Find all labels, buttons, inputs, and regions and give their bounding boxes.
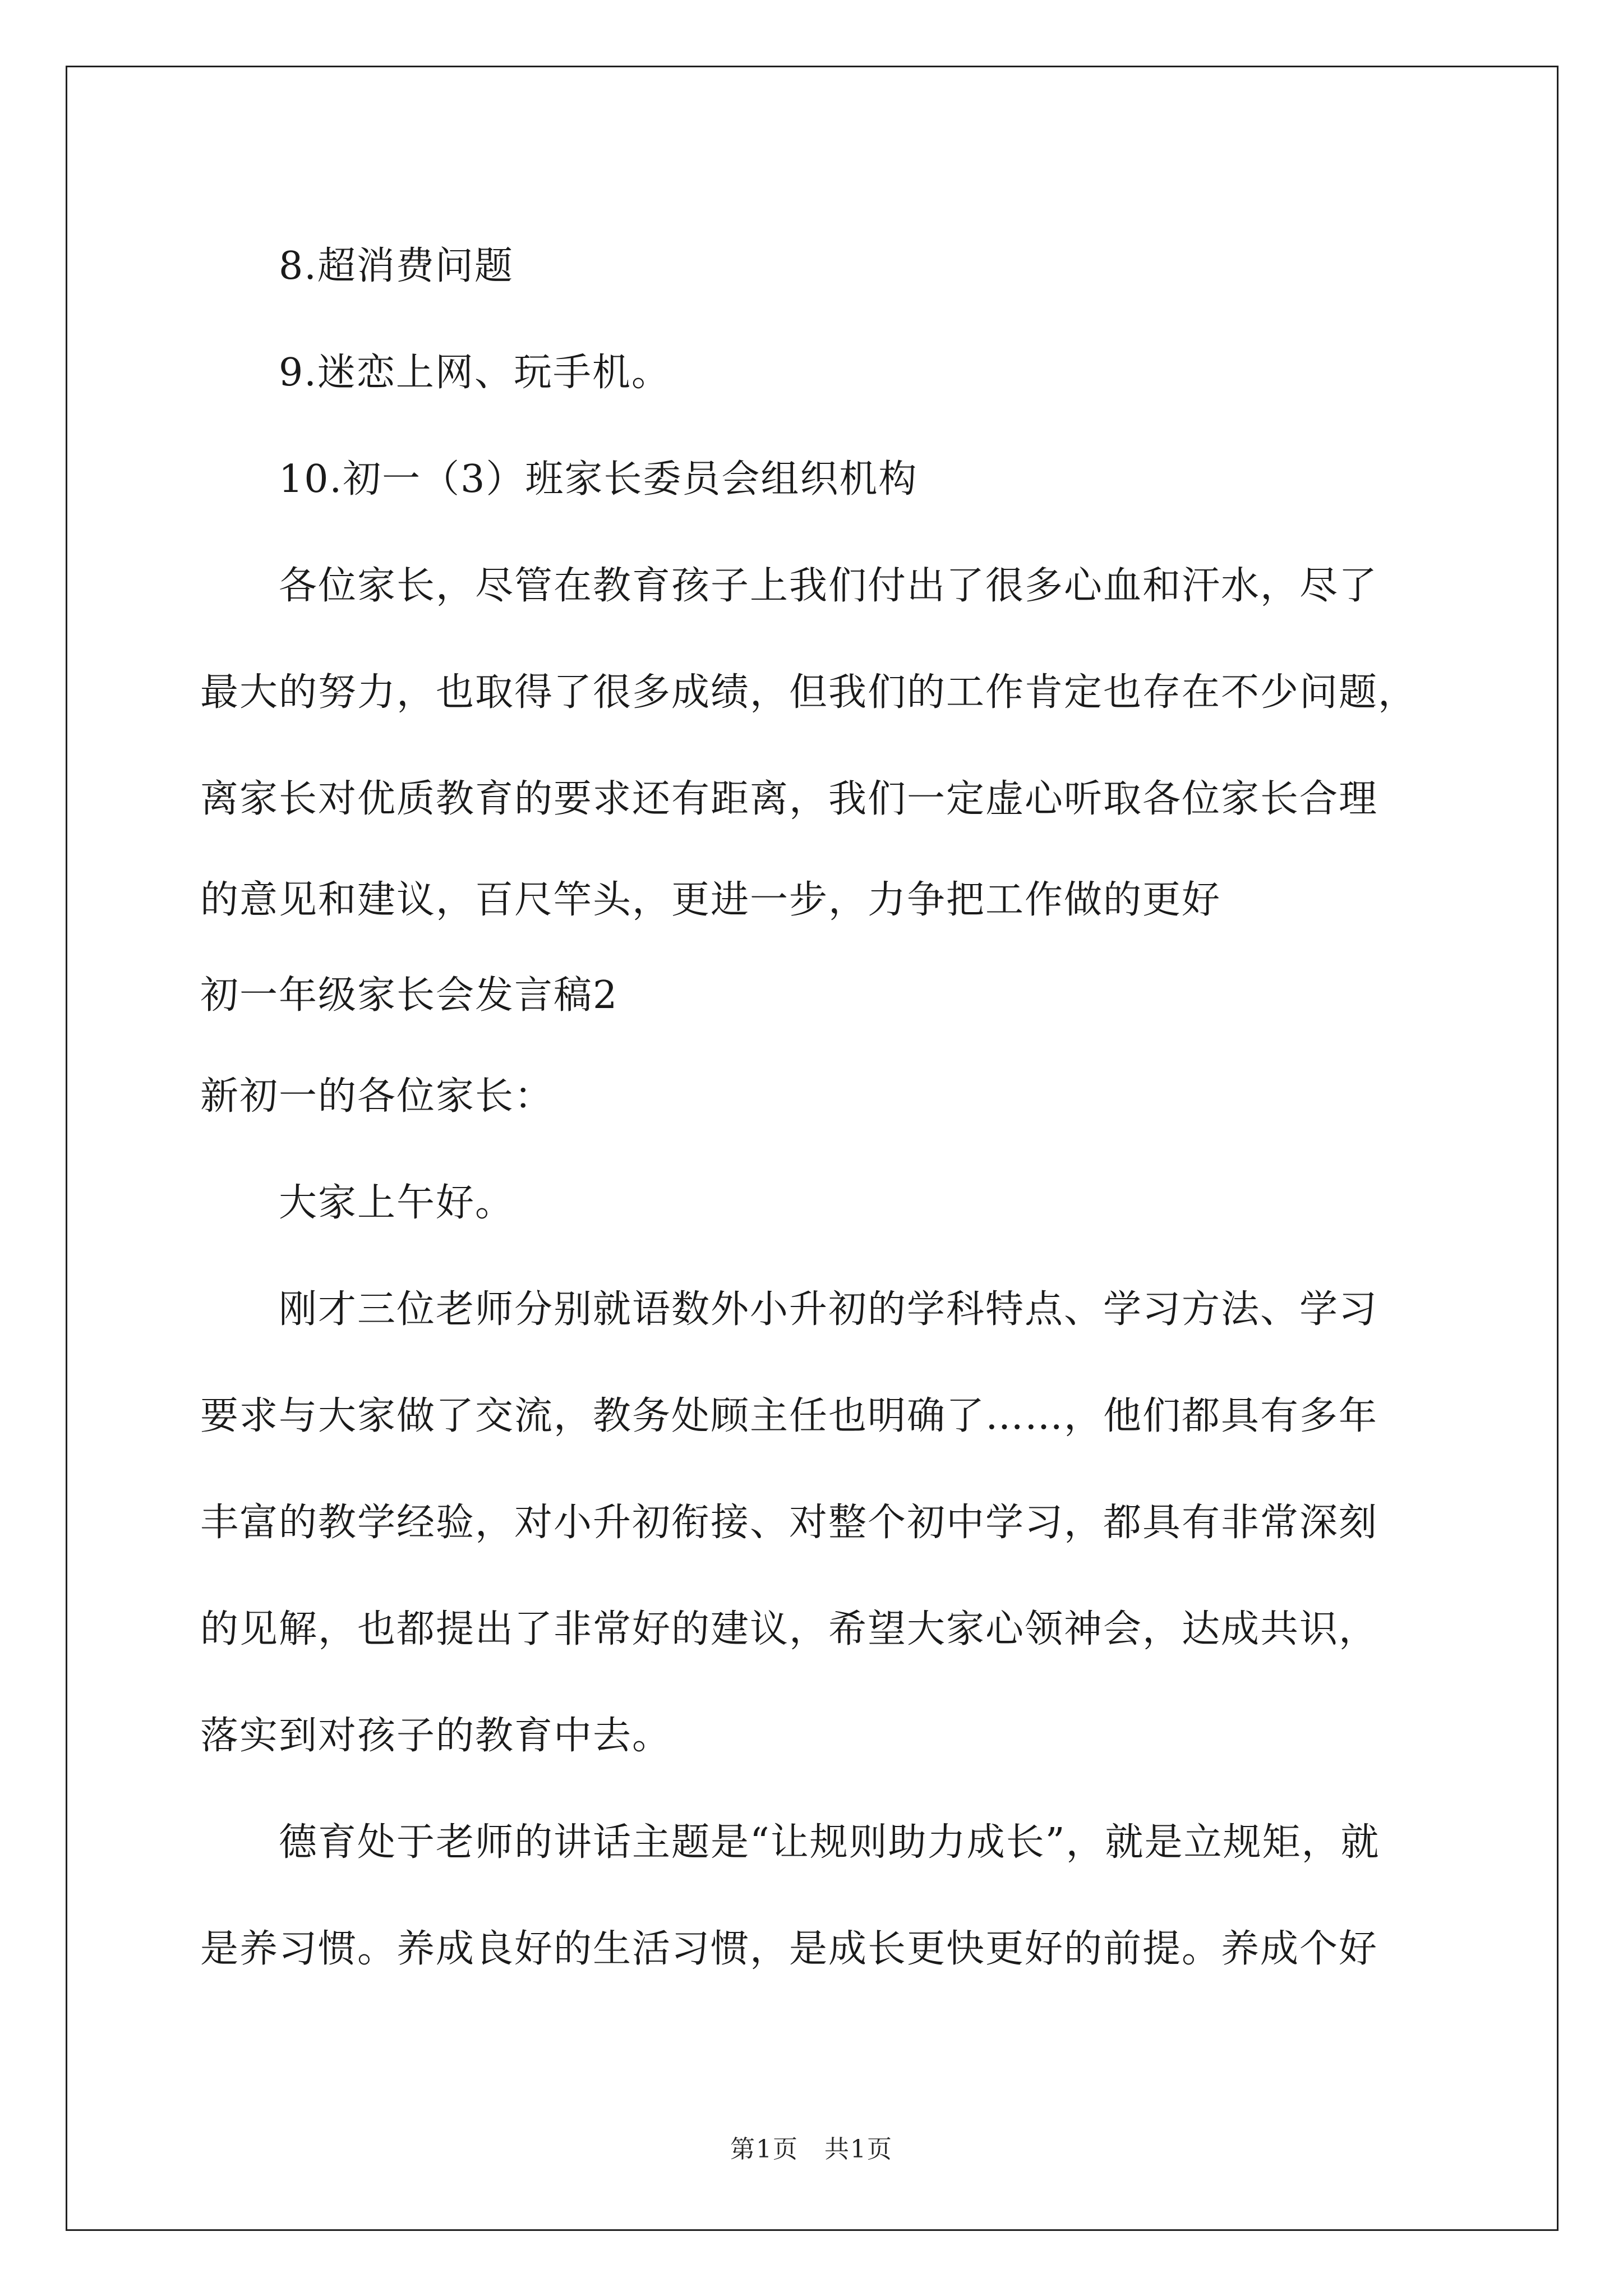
paragraph-line: 离家长对优质教育的要求还有距离，我们一定虚心听取各位家长合理 <box>200 777 1378 821</box>
document-body <box>200 213 1468 2003</box>
paragraph-line: 丰富的教学经验，对小升初衔接、对整个初中学习，都具有非常深刻 <box>200 1501 1378 1545</box>
paragraph-line: 最大的努力，也取得了很多成绩，但我们的工作肯定也存在不少问题， <box>200 670 1418 715</box>
paragraph-line: 各位家长，尽管在教育孩子上我们付出了很多心血和汗水，尽了 <box>279 564 1378 608</box>
paragraph-line: 要求与大家做了交流，教务处顾主任也明确了……，他们都具有多年 <box>200 1394 1378 1438</box>
salutation: 新初一的各位家长： <box>200 1074 554 1119</box>
page-number-total: 共1页 <box>824 2135 893 2164</box>
body-paragraph-2 <box>200 1789 1468 2003</box>
list-item-8: 8.超消费问题 <box>279 244 514 288</box>
greeting: 大家上午好。 <box>279 1181 515 1225</box>
closing-paragraph <box>200 533 1468 948</box>
page-footer <box>0 2129 1623 2165</box>
paragraph-line: 是养习惯。养成良好的生活习惯，是成长更快更好的前提。养成个好 <box>200 1927 1378 1971</box>
paragraph-line: 刚才三位老师分别就语数外小升初的学科特点、学习方法、学习 <box>279 1287 1378 1332</box>
paragraph-line: 的意见和建议，百尺竿头，更进一步，力争把工作做的更好 <box>200 878 1221 922</box>
section-title: 初一年级家长会发言稿2 <box>200 973 619 1018</box>
paragraph-line: 德育处于老师的讲话主题是“让规则助力成长”，就是立规矩，就 <box>279 1820 1380 1865</box>
list-item-10: 10.初一（3）班家长委员会组织机构 <box>279 457 918 501</box>
list-item-9: 9.迷恋上网、玩手机。 <box>279 351 671 395</box>
page-number-current: 第1页 <box>730 2135 799 2164</box>
paragraph-line: 落实到对孩子的教育中去。 <box>200 1714 672 1758</box>
paragraph-line: 的见解，也都提出了非常好的建议，希望大家心领神会，达成共识， <box>200 1607 1378 1651</box>
body-paragraph-1 <box>200 1257 1468 1789</box>
